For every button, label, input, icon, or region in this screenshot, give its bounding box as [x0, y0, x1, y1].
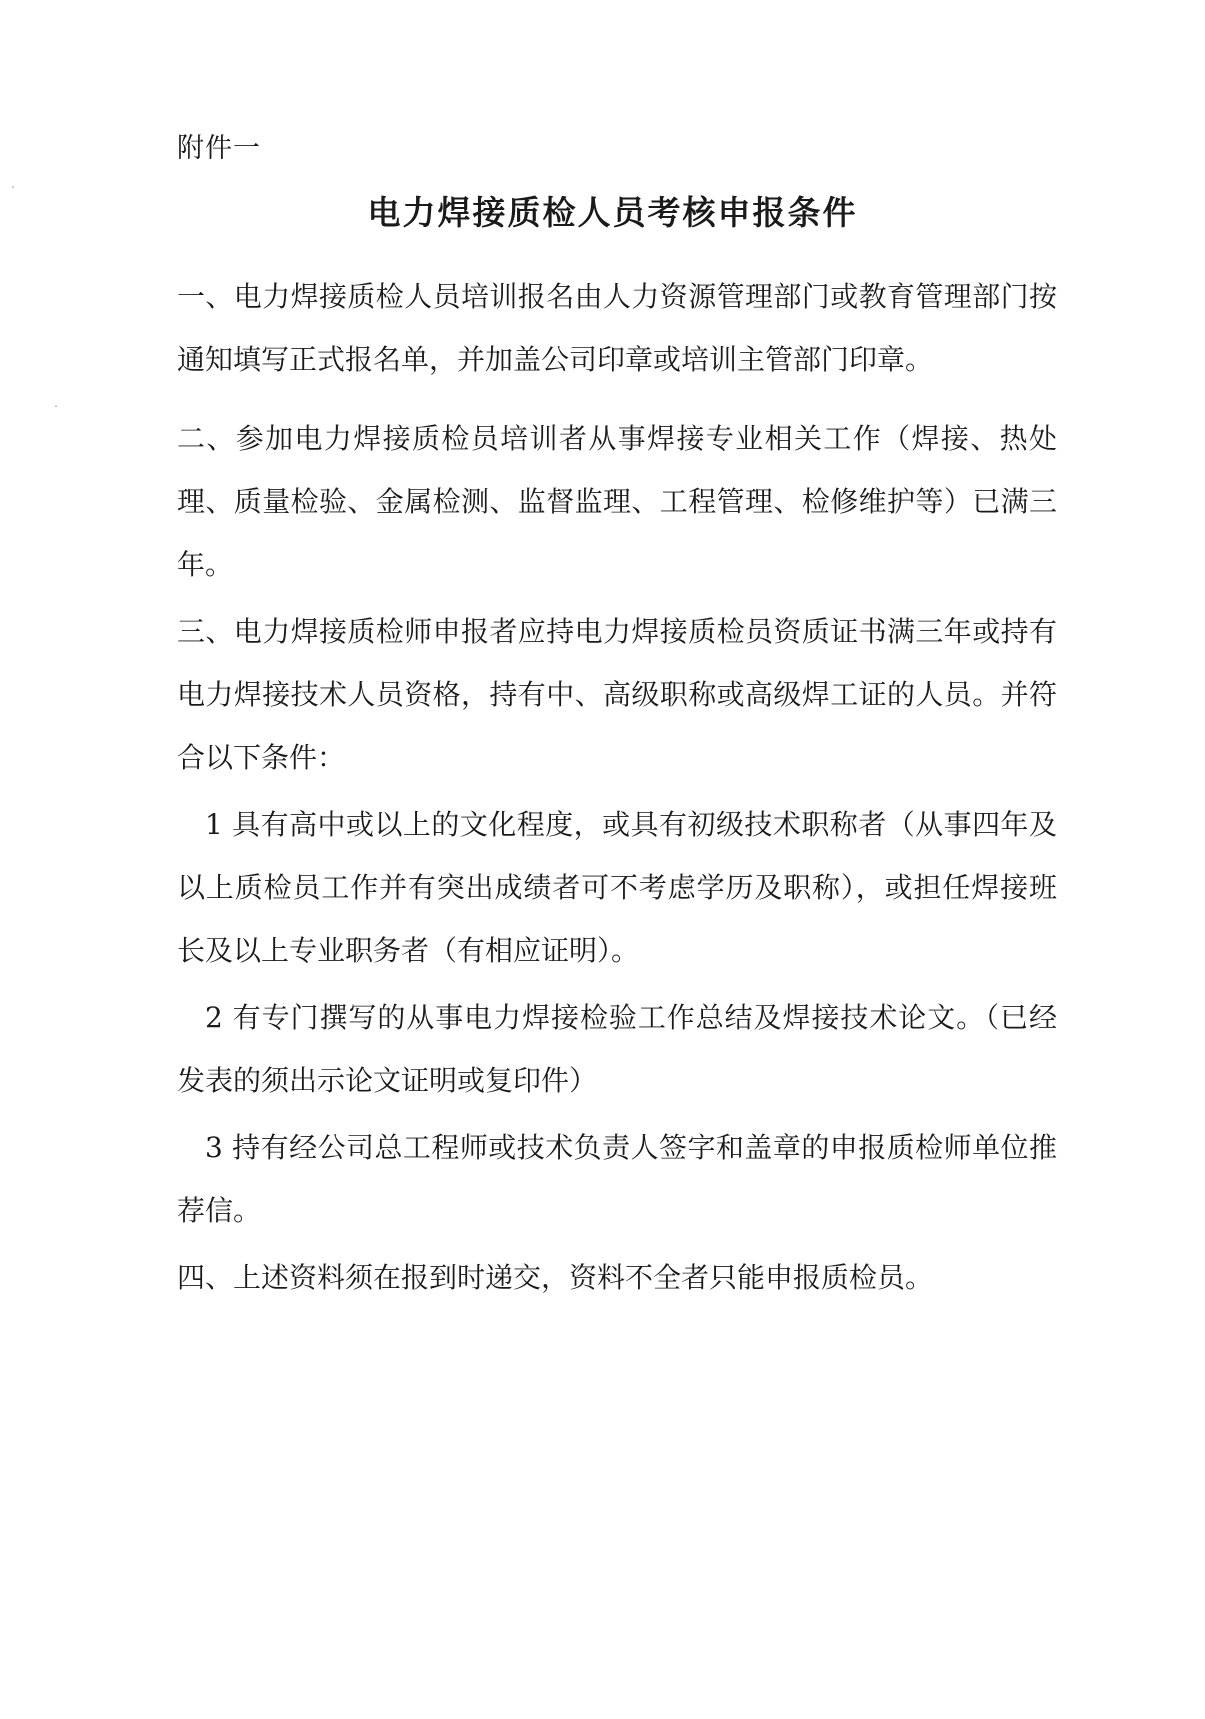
paragraph-3-engineer-eligibility: 三、电力焊接质检师申报者应持电力焊接质检员资质证书满三年或持有电力焊接技术人员资格，持有中、高级职称或高级焊工证的人员。并符合以下条件：	[177, 615, 1057, 774]
document-title: 电力焊接质检人员考核申报条件	[367, 193, 858, 232]
attachment-label: 附件一	[177, 133, 261, 164]
scan-speck	[55, 405, 57, 407]
document-body	[177, 265, 1057, 1313]
condition-1-education: 1 具有高中或以上的文化程度，或具有初级技术职称者（从事四年及以上质检员工作并有突出成绩者可不考虑学历及职称），或担任焊接班长及以上专业职务者（有相应证明）。	[177, 808, 1057, 967]
condition-3-recommendation: 3 持有经公司总工程师或技术负责人签字和盖章的申报质检师单位推荐信。	[177, 1131, 1057, 1227]
scan-speck	[12, 186, 14, 188]
paragraph-1-registration: 一、电力焊接质检人员培训报名由人力资源管理部门或教育管理部门按通知填写正式报名单，并加盖公司印章或培训主管部门印章。	[177, 280, 1057, 376]
paragraph-4-submission: 四、上述资料须在报到时递交，资料不全者只能申报质检员。	[177, 1261, 934, 1294]
condition-2-thesis: 2 有专门撰写的从事电力焊接检验工作总结及焊接技术论文。（已经发表的须出示论文证明或复印件）	[177, 1001, 1057, 1097]
paragraph-2-inspector-eligibility: 二、参加电力焊接质检员培训者从事焊接专业相关工作（焊接、热处理、质量检验、金属检测、监督监理、工程管理、检修维护等）已满三年。	[177, 422, 1057, 581]
